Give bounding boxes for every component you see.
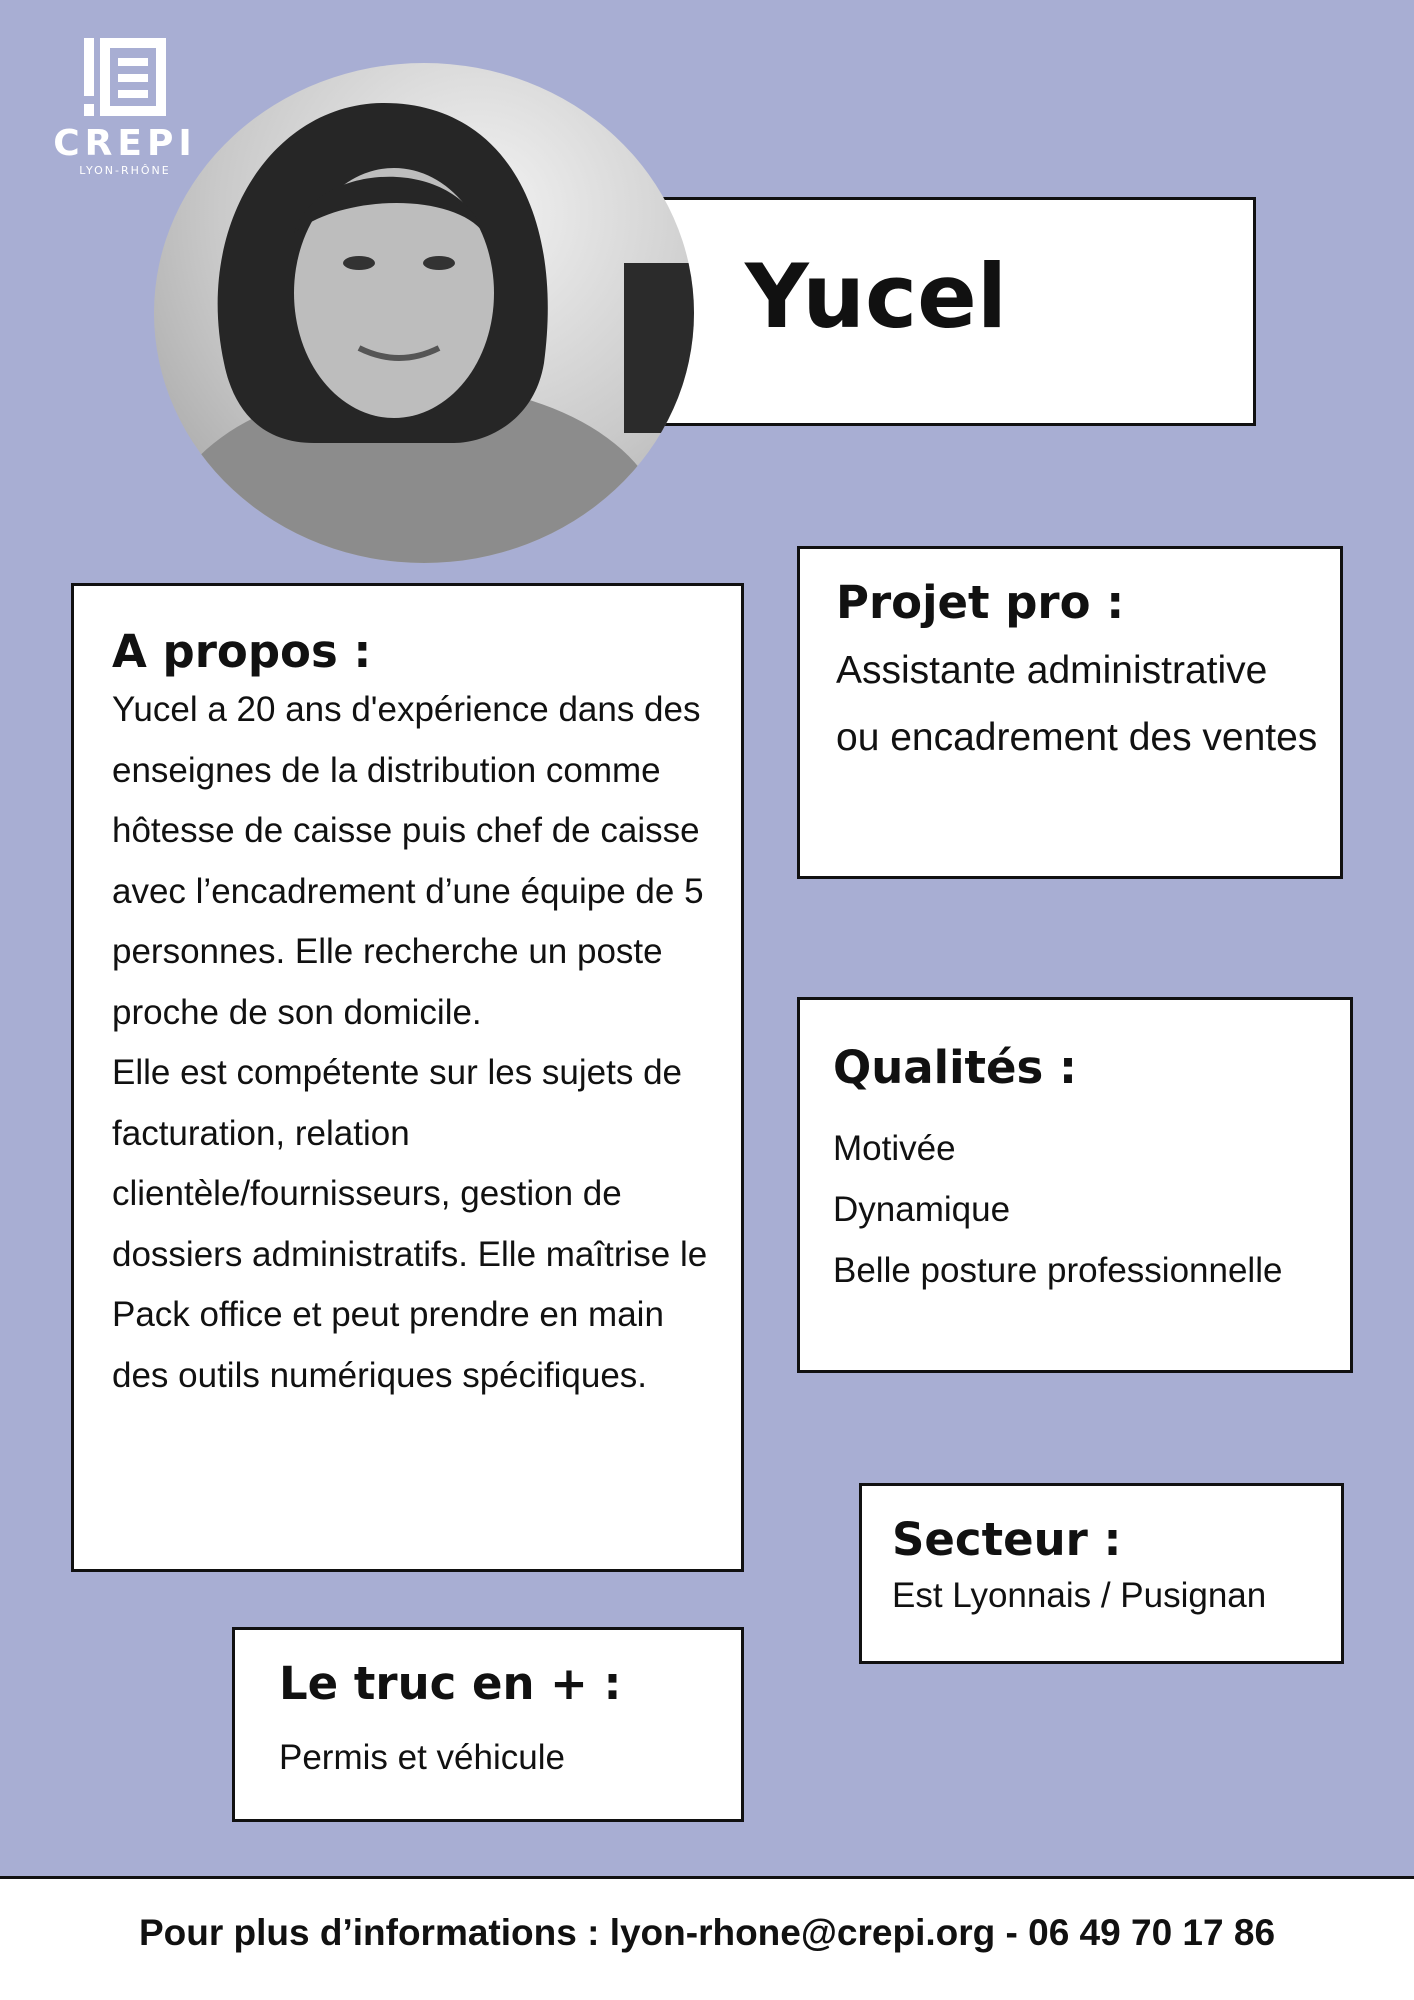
truc-section (232, 1627, 744, 1822)
portrait-icon (154, 63, 694, 563)
crepi-logo (50, 36, 200, 178)
secteur-heading: Secteur : (892, 1513, 1122, 1566)
qualites-heading: Qualités : (833, 1041, 1077, 1094)
projet-text: Assistante administrative ou encadrement des ventes (836, 649, 1318, 759)
qualite-item: Belle posture professionnelle (833, 1251, 1283, 1290)
name-card (650, 197, 1256, 426)
logo-name: CREPI (53, 123, 197, 164)
qualites-section (797, 997, 1353, 1373)
truc-heading: Le truc en + : (279, 1657, 622, 1710)
crepi-logo-icon (82, 36, 168, 122)
contact-info: Pour plus d’informations : lyon-rhone@crepi.org - 06 49 70 17 86 (138, 1912, 1276, 1953)
footer (0, 1876, 1414, 2000)
projet-heading: Projet pro : (836, 576, 1125, 629)
logo-subtitle: LYON-RHÔNE (79, 164, 171, 177)
qualites-list (833, 1118, 1330, 1301)
secteur-section (859, 1483, 1344, 1664)
secteur-text: Est Lyonnais / Pusignan (892, 1576, 1267, 1615)
projet-section (797, 546, 1343, 879)
qualite-item: Motivée (833, 1129, 956, 1168)
candidate-name: Yucel (745, 245, 1007, 348)
portrait-photo (154, 63, 694, 563)
about-section (71, 583, 744, 1572)
about-heading: A propos : (112, 625, 372, 678)
about-paragraph-1: Yucel a 20 ans d'expérience dans des enseignes de la distribution comme hôtesse de caisse puis chef de caisse avec l’encadrement d’une équipe de 5 personnes. Elle recherche un poste proche de son domicile. (112, 690, 704, 1032)
qualite-item: Dynamique (833, 1190, 1011, 1229)
about-paragraph-2: Elle est compétente sur les sujets de facturation, relation clientèle/fournisseurs, gestion de dossiers administratifs. Elle maîtrise le Pack office et peut prendre en main des outils numériques spécifiques. (112, 1053, 708, 1395)
truc-text: Permis et véhicule (279, 1738, 565, 1777)
